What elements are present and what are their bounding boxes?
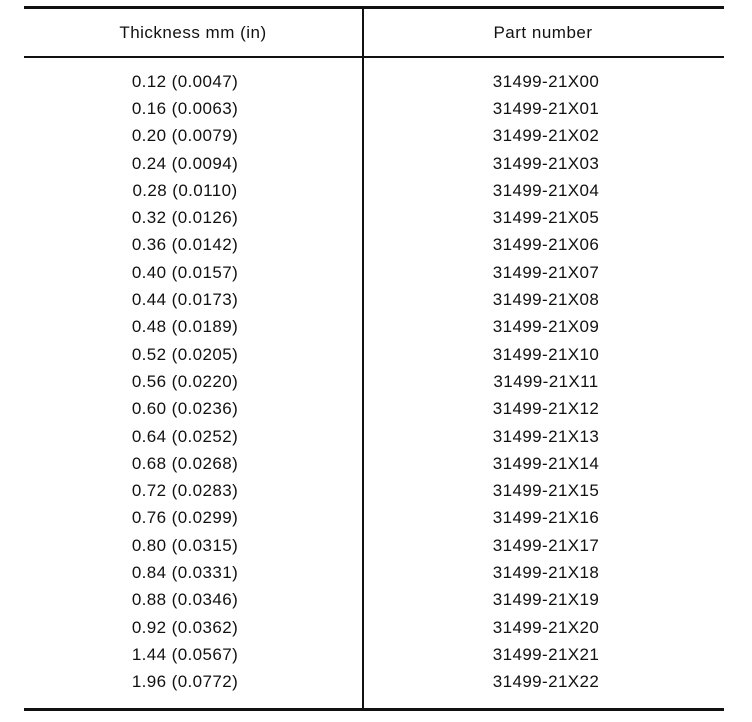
table-row — [24, 587, 724, 614]
thickness-cell: 0.80 (0.0315) — [131, 535, 239, 555]
table-row — [24, 559, 724, 586]
thickness-cell: 0.52 (0.0205) — [131, 344, 239, 364]
bottom-rule — [24, 708, 724, 711]
table-row — [24, 95, 724, 122]
header-thickness: Thickness mm (in) — [119, 22, 267, 42]
table-row — [24, 150, 724, 177]
thickness-cell: 0.76 (0.0299) — [131, 508, 239, 528]
thickness-cell: 0.44 (0.0173) — [131, 290, 239, 310]
part-number-cell: 31499-21X18 — [492, 562, 600, 582]
part-number-cell: 31499-21X22 — [492, 672, 600, 692]
thickness-cell: 0.92 (0.0362) — [131, 617, 239, 637]
thickness-cell: 0.28 (0.0110) — [132, 180, 238, 200]
header-part-number: Part number — [493, 22, 593, 42]
table-row — [24, 368, 724, 395]
part-number-cell: 31499-21X13 — [492, 426, 600, 446]
table-row — [24, 396, 724, 423]
part-number-cell: 31499-21X09 — [492, 317, 600, 337]
table-body — [24, 68, 724, 696]
part-number-cell: 31499-21X12 — [492, 399, 600, 419]
header-row — [24, 9, 724, 56]
part-number-cell: 31499-21X20 — [492, 617, 600, 637]
table-row — [24, 641, 724, 668]
table-row — [24, 123, 724, 150]
table-row — [24, 669, 724, 696]
table-row — [24, 68, 724, 95]
part-number-cell: 31499-21X08 — [492, 290, 600, 310]
part-number-cell: 31499-21X06 — [492, 235, 600, 255]
thickness-cell: 0.72 (0.0283) — [131, 481, 239, 501]
part-number-cell: 31499-21X04 — [492, 180, 600, 200]
thickness-cell: 0.36 (0.0142) — [131, 235, 239, 255]
thickness-cell: 0.32 (0.0126) — [131, 208, 239, 228]
thickness-cell: 1.96 (0.0772) — [131, 672, 239, 692]
part-number-cell: 31499-21X00 — [492, 71, 600, 91]
table-row — [24, 423, 724, 450]
part-number-cell: 31499-21X02 — [492, 126, 600, 146]
table-row — [24, 177, 724, 204]
part-number-cell: 31499-21X19 — [492, 590, 600, 610]
table-row — [24, 314, 724, 341]
table-row — [24, 450, 724, 477]
table-row — [24, 505, 724, 532]
thickness-cell: 0.40 (0.0157) — [131, 262, 239, 282]
thickness-cell: 0.24 (0.0094) — [131, 153, 239, 173]
shim-table — [24, 6, 724, 711]
table-row — [24, 232, 724, 259]
thickness-cell: 0.16 (0.0063) — [131, 98, 239, 118]
part-number-cell: 31499-21X01 — [492, 98, 600, 118]
thickness-cell: 1.44 (0.0567) — [131, 644, 239, 664]
table-row — [24, 286, 724, 313]
part-number-cell: 31499-21X03 — [492, 153, 600, 173]
part-number-cell: 31499-21X11 — [493, 371, 599, 391]
part-number-cell: 31499-21X07 — [492, 262, 600, 282]
thickness-cell: 0.88 (0.0346) — [131, 590, 239, 610]
thickness-cell: 0.60 (0.0236) — [131, 399, 239, 419]
part-number-cell: 31499-21X16 — [492, 508, 600, 528]
part-number-cell: 31499-21X17 — [492, 535, 600, 555]
header-rule — [24, 56, 724, 58]
thickness-cell: 0.68 (0.0268) — [131, 453, 239, 473]
table-row — [24, 614, 724, 641]
table-row — [24, 477, 724, 504]
thickness-cell: 0.12 (0.0047) — [131, 71, 239, 91]
thickness-cell: 0.64 (0.0252) — [131, 426, 239, 446]
table-row — [24, 532, 724, 559]
part-number-cell: 31499-21X10 — [492, 344, 600, 364]
part-number-cell: 31499-21X05 — [492, 208, 600, 228]
thickness-cell: 0.56 (0.0220) — [131, 371, 239, 391]
table-row — [24, 259, 724, 286]
part-number-cell: 31499-21X15 — [492, 481, 600, 501]
part-number-cell: 31499-21X14 — [492, 453, 600, 473]
thickness-cell: 0.48 (0.0189) — [131, 317, 239, 337]
thickness-cell: 0.84 (0.0331) — [131, 562, 239, 582]
thickness-cell: 0.20 (0.0079) — [131, 126, 239, 146]
part-number-cell: 31499-21X21 — [492, 644, 600, 664]
table-row — [24, 204, 724, 231]
table-row — [24, 341, 724, 368]
